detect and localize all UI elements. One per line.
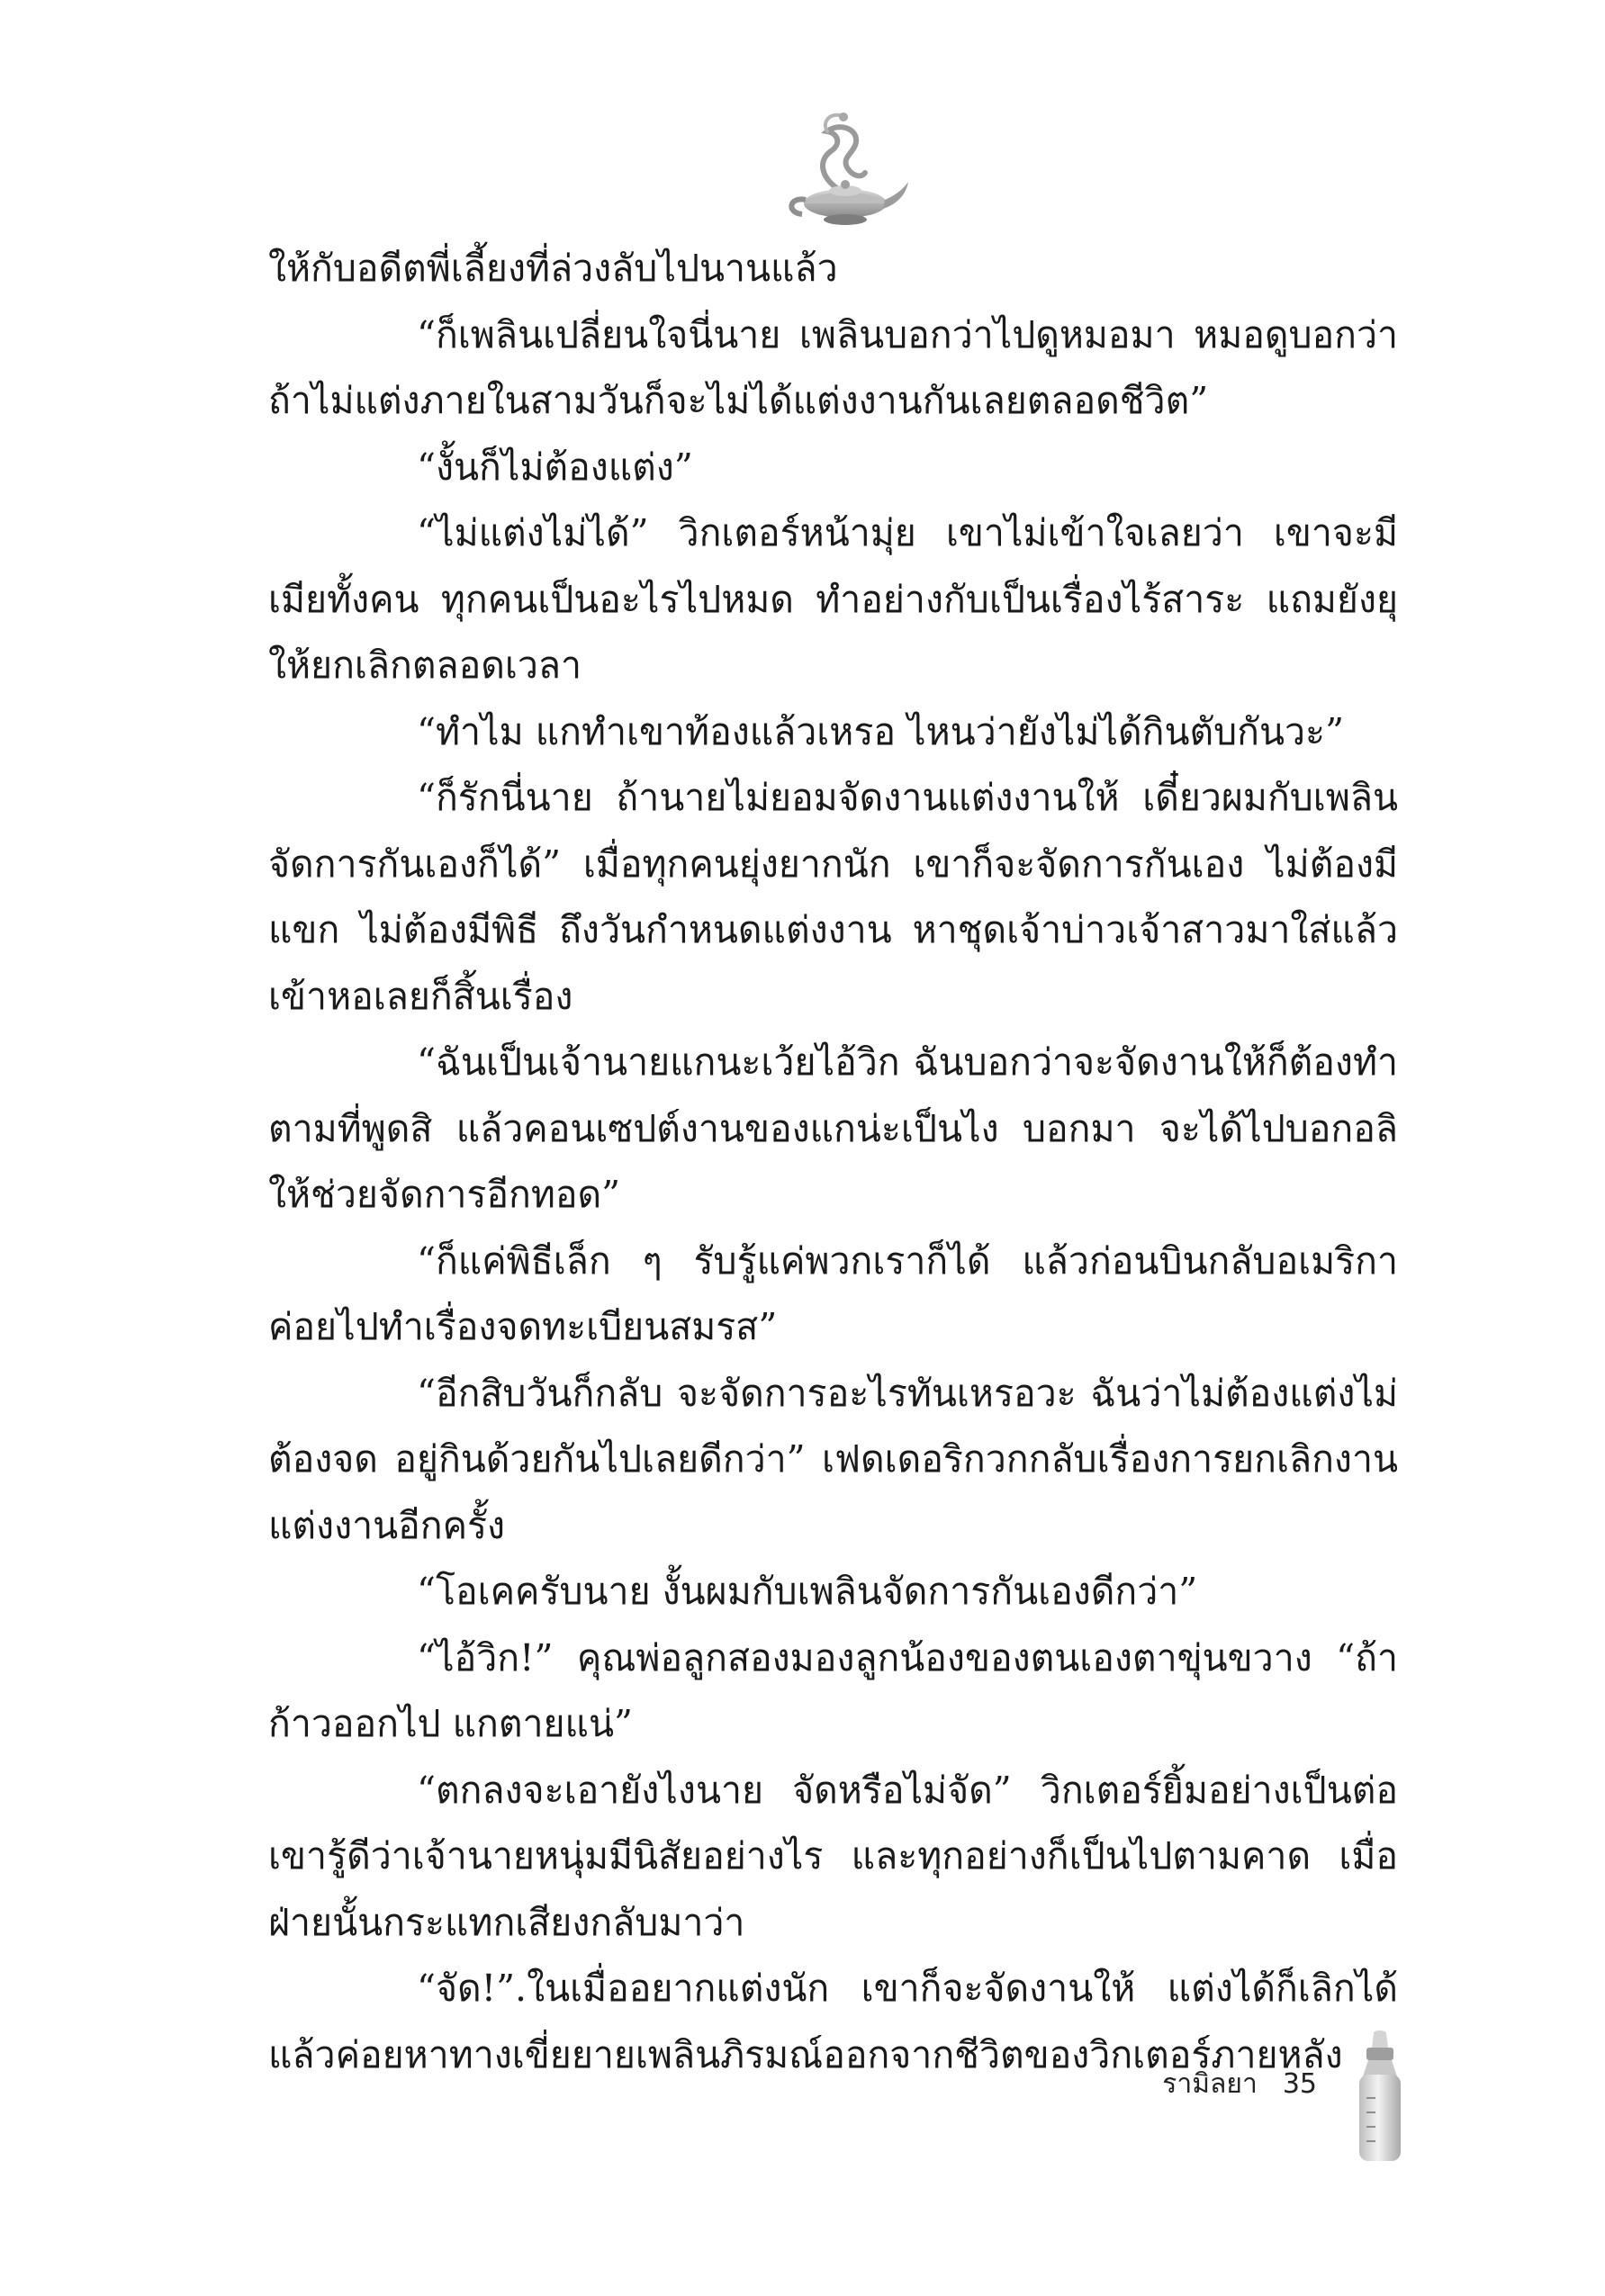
paragraph: “ไม่แต่งไม่ได้” วิกเตอร์หน้ามุ่ย เขาไม่เข้าใจเลยว่า เขาจะมีเมียทั้งคน ทุกคนเป็นอะไรไปหมด ทำอย่างกับเป็นเรื่องไร้สาระ แถมยังยุให้ยกเลิกตลอดเวลา <box>268 511 1398 687</box>
body-text <box>268 236 1398 2088</box>
paragraph: “ก็รักนี่นาย ถ้านายไม่ยอมจัดงานแต่งงานให้ เดี๋ยวผมกับเพลินจัดการกันเองก็ได้” เมื่อทุกคนยุ่งยากนัก เขาก็จะจัดการกันเอง ไม่ต้องมีแขก ไม่ต้องมีพิธี ถึงวันกำหนดแต่งงาน หาชุดเจ้าบ่าวเจ้าสาวมาใส่แล้วเข้าหอเลยก็สิ้นเรื่อง <box>268 776 1398 1018</box>
paragraph: “ฉันเป็นเจ้านายแกนะเว้ยไอ้วิก ฉันบอกว่าจะจัดงานให้ก็ต้องทำตามที่พูดสิ แล้วคอนเซปต์งานของแกน่ะเป็นไง บอกมา จะได้ไปบอกอลิให้ช่วยจัดการอีกทอด” <box>268 1040 1398 1216</box>
paragraph: “จัด!”.ในเมื่ออยากแต่งนัก เขาก็จะจัดงานให้ แต่งได้ก็เลิกได้แล้วค่อยหาทางเขี่ยยายเพลินภิรมณ์ออกจากชีวิตของวิกเตอร์ภายหลัง <box>268 1967 1398 2076</box>
paragraph: “ไอ้วิก!” คุณพ่อลูกสองมองลูกน้องของตนเองตาขุ่นขวาง “ถ้าก้าวออกไป แกตายแน่” <box>268 1635 1398 1745</box>
genie-lamp-icon <box>775 106 910 232</box>
paragraph: “ตกลงจะเอายังไงนาย จัดหรือไม่จัด” วิกเตอร์ยิ้มอย่างเป็นต่อเขารู้ดีว่าเจ้านายหนุ่มมีนิสัยอย่างไร และทุกอย่างก็เป็นไปตามคาด เมื่อฝ่ายนั้นกระแทกเสียงกลับมาว่า <box>268 1768 1398 1944</box>
baby-bottle-icon <box>1348 2030 1411 2165</box>
paragraph: “โอเคครับนาย งั้นผมกับเพลินจัดการกันเองดีกว่า” <box>417 1570 1198 1613</box>
page-footer <box>1162 2052 1317 2115</box>
paragraph: “อีกสิบวันก็กลับ จะจัดการอะไรทันเหรอวะ ฉันว่าไม่ต้องแต่งไม่ต้องจด อยู่กินด้วยกันไปเลยดีกว่า” เฟดเดอริกวกกลับเรื่องการยกเลิกงานแต่งงานอีกครั้ง <box>268 1371 1398 1547</box>
paragraph: “งั้นก็ไม่ต้องแต่ง” <box>417 445 693 489</box>
paragraph: “ก็เพลินเปลี่ยนใจนี่นาย เพลินบอกว่าไปดูหมอมา หมอดูบอกว่าถ้าไม่แต่งภายในสามวันก็จะไม่ได้แต่งงานกันเลยตลอดชีวิต” <box>268 312 1398 422</box>
paragraph: “ทำไม แกทำเขาท้องแล้วเหรอ ไหนว่ายังไม่ได้กินตับกันวะ” <box>417 709 1345 753</box>
author-name: รามิลยา <box>1162 2067 1258 2100</box>
page-number: 35 <box>1282 2067 1317 2100</box>
paragraph: ให้กับอดีตพี่เลี้ยงที่ล่วงลับไปนานแล้ว <box>268 247 838 290</box>
paragraph: “ก็แค่พิธีเล็ก ๆ รับรู้แค่พวกเราก็ได้ แล้วก่อนบินกลับอเมริกาค่อยไปทำเรื่องจดทะเบียนสมรส” <box>268 1238 1398 1348</box>
